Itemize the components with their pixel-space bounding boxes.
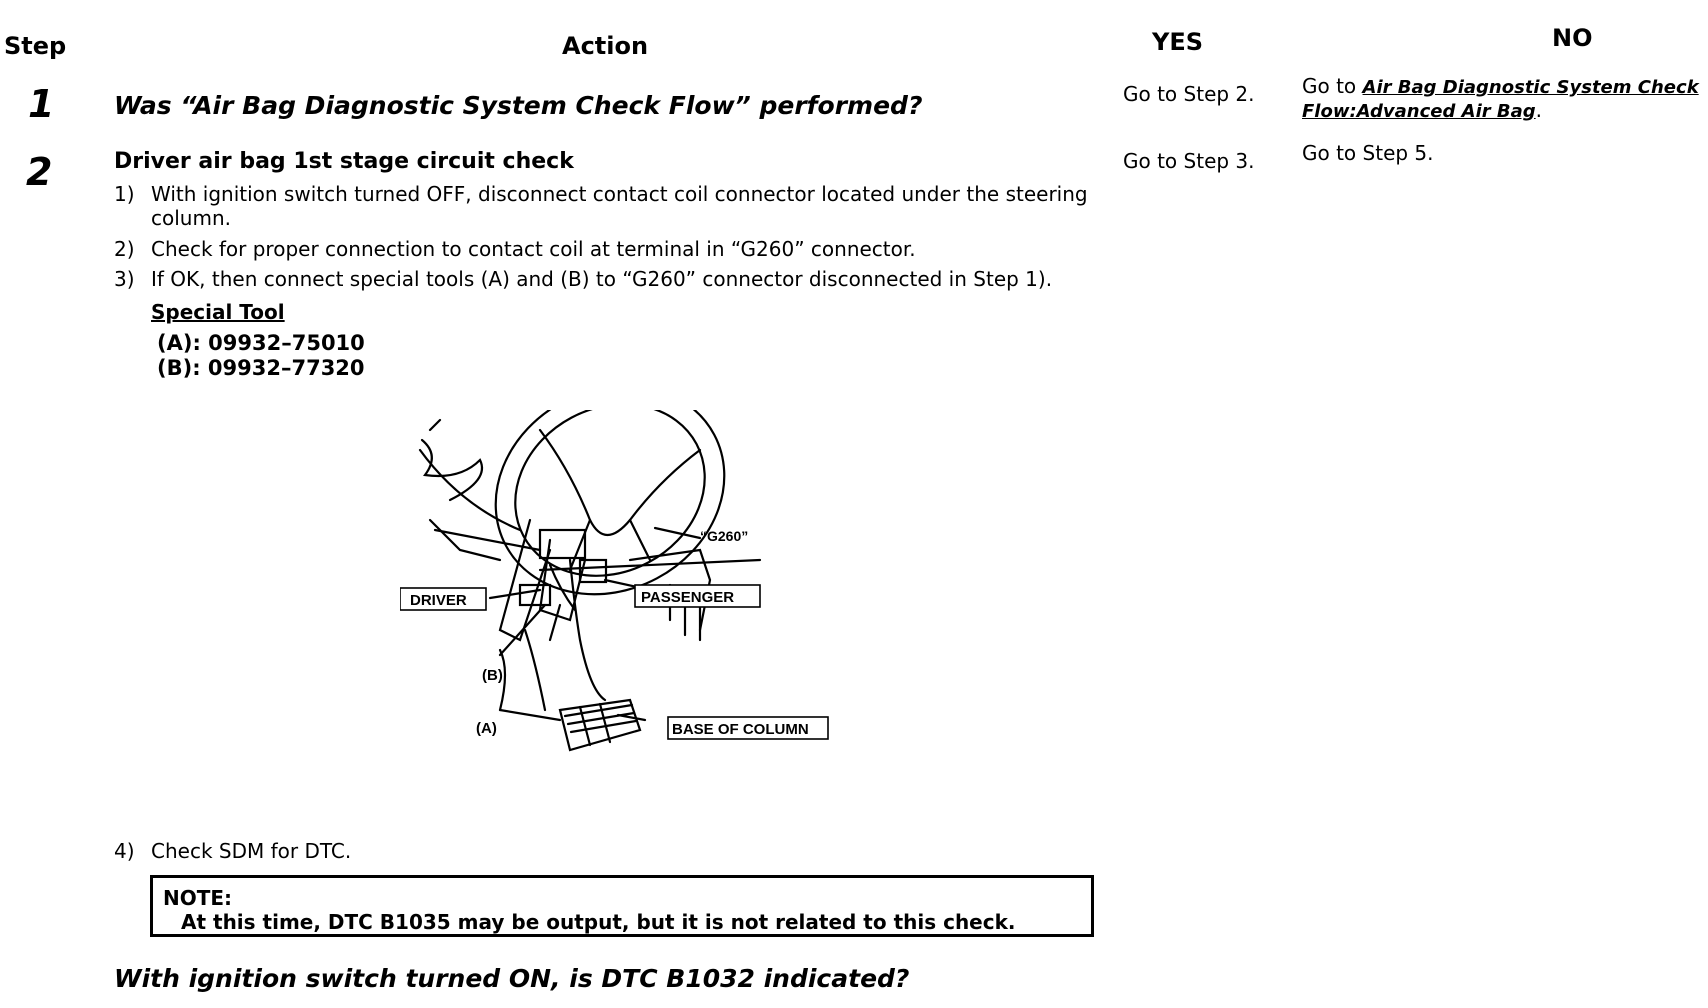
step1-no-suffix: . <box>1535 98 1542 122</box>
label-driver: DRIVER <box>410 592 467 609</box>
item-text-cont: column. <box>151 206 231 230</box>
header-no: NO <box>1552 24 1593 52</box>
contact-coil-connector-figure <box>400 410 840 770</box>
step-number-2: 2 <box>26 150 53 194</box>
step1-question: Was “Air Bag Diagnostic System Check Flow” performed? <box>114 91 923 120</box>
item-number: 4) <box>114 839 135 863</box>
step2-item-3 <box>114 267 1052 291</box>
step1-no-line2 <box>1302 98 1542 122</box>
item-number: 2) <box>114 237 135 261</box>
note-box <box>150 875 1094 937</box>
tool-b: (B): 09932–77320 <box>157 356 365 380</box>
step2-item-2 <box>114 237 916 261</box>
step1-no-prefix: Go to <box>1302 74 1363 98</box>
item-text: Check for proper connection to contact coil at terminal in “G260” connector. <box>151 237 916 261</box>
label-g260: “G260” <box>700 528 749 544</box>
step1-no-link-line1[interactable]: Air Bag Diagnostic System Check <box>1362 77 1699 98</box>
header-yes: YES <box>1152 28 1204 56</box>
item-number: 3) <box>114 267 135 291</box>
step2-title: Driver air bag 1st stage circuit check <box>114 149 574 174</box>
note-label: NOTE: <box>163 886 233 910</box>
item-text: If OK, then connect special tools (A) and (B) to “G260” connector disconnected in Step 1). <box>151 267 1053 291</box>
step-number-1: 1 <box>28 82 55 126</box>
label-passenger: PASSENGER <box>641 589 735 606</box>
item-number: 1) <box>114 182 135 206</box>
item-text: With ignition switch turned OFF, disconnect contact coil connector located under the steering <box>151 182 1088 206</box>
step2-question: With ignition switch turned ON, is DTC B1032 indicated? <box>114 964 910 993</box>
step1-no <box>1302 74 1699 98</box>
step1-no-link-line2[interactable]: Flow:Advanced Air Bag <box>1302 101 1536 122</box>
label-b: (B) <box>482 667 503 684</box>
step2-yes: Go to Step 3. <box>1123 149 1255 173</box>
step2-no: Go to Step 5. <box>1302 141 1434 165</box>
header-step: Step <box>4 32 67 60</box>
step2-item-4 <box>114 839 351 863</box>
label-base-of-column: BASE OF COLUMN <box>672 721 809 738</box>
step1-yes: Go to Step 2. <box>1123 82 1255 106</box>
special-tool-heading: Special Tool <box>151 300 285 324</box>
step2-item-1 <box>114 182 1088 230</box>
header-action: Action <box>562 32 649 60</box>
note-text: At this time, DTC B1035 may be output, but it is not related to this check. <box>181 910 1016 934</box>
tool-a: (A): 09932–75010 <box>157 331 365 355</box>
item-text: Check SDM for DTC. <box>151 839 352 863</box>
label-a: (A) <box>476 720 497 737</box>
